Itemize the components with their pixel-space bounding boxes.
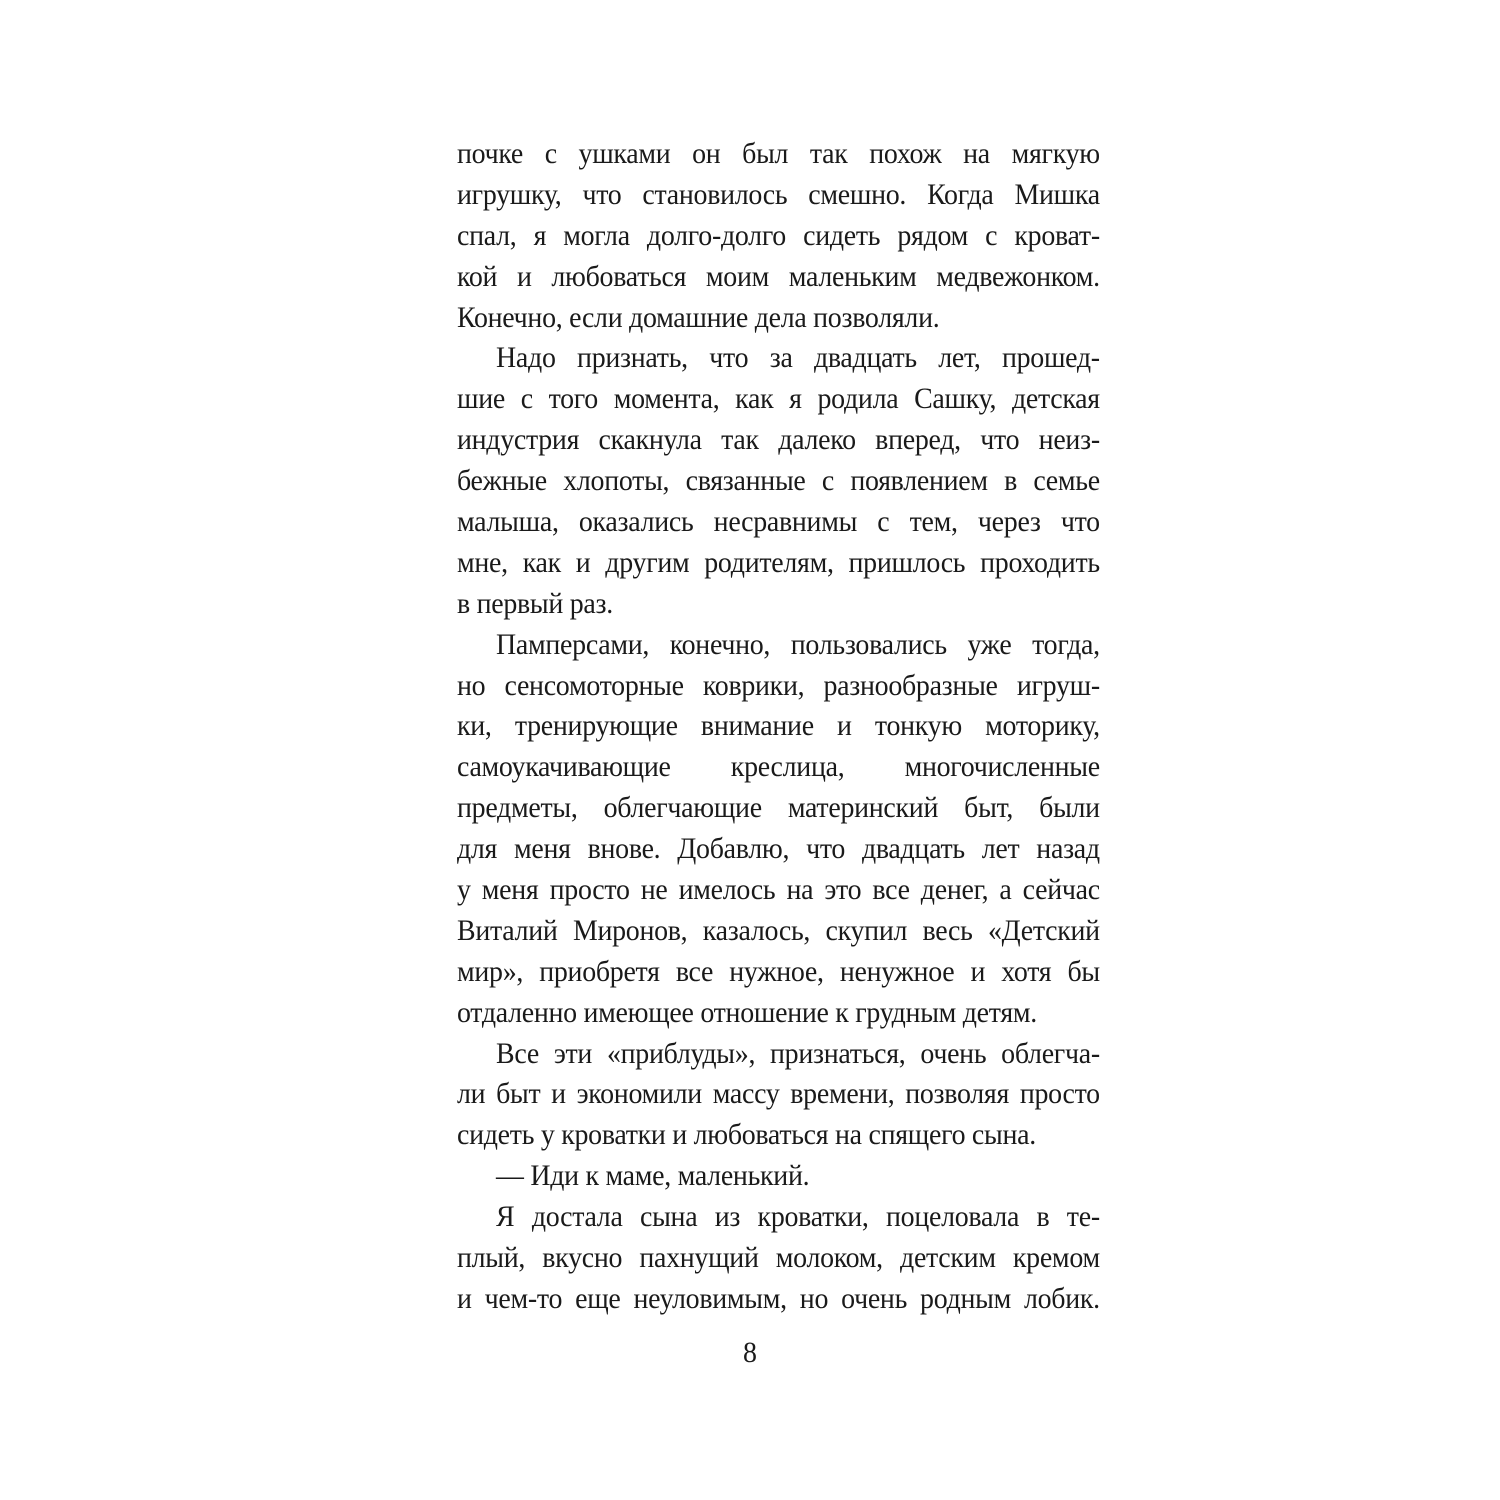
text-line: — Иди к маме, маленький. (496, 1159, 810, 1193)
text-line: и чем-то еще неуловимым, но очень родным лобик. (457, 1281, 1100, 1315)
paragraph (457, 338, 1100, 624)
text-line: малыша, оказались несравнимы с тем, через что (457, 505, 1100, 539)
text-line: у меня просто не имелось на это все денег, а сейчас (457, 873, 1100, 907)
text-line: но сенсомоторные коврики, разнообразные игруш- (457, 668, 1100, 702)
text-line: бежные хлопоты, связанные с появлением в семье (457, 464, 1100, 498)
text-line: игрушку, что становилось смешно. Когда Мишка (457, 177, 1100, 211)
text-line: Я достала сына из кроватки, поцеловала в те- (496, 1200, 1100, 1234)
paragraph (457, 1197, 1100, 1320)
text-line: Конечно, если домашние дела позволяли. (457, 300, 940, 334)
text-line: шие с того момента, как я родила Сашку, детская (457, 382, 1100, 416)
text-line: мир», приобретя все нужное, ненужное и хотя бы (457, 954, 1100, 988)
text-line: плый, вкусно пахнущий молоком, детским кремом (457, 1241, 1100, 1275)
text-line: почке с ушками он был так похож на мягкую (457, 137, 1100, 170)
text-line: Все эти «приблуды», признаться, очень облегча- (496, 1036, 1100, 1070)
text-line: отдаленно имеющее отношение к грудным детям. (457, 995, 1037, 1029)
dialogue-paragraph (457, 1156, 1100, 1197)
text-line: Виталий Миронов, казалось, скупил весь «Детский (457, 913, 1100, 947)
text-line: ли быт и экономили массу времени, позволяя просто (457, 1077, 1100, 1111)
text-line: сидеть у кроватки и любоваться на спящего сына. (457, 1118, 1036, 1152)
paragraph (457, 134, 1100, 338)
text-line: индустрия скакнула так далеко вперед, что неиз- (457, 423, 1100, 457)
paragraph (457, 625, 1100, 1034)
text-line: в первый раз. (457, 586, 613, 620)
text-line: самоукачивающие креслица, многочисленные (457, 750, 1100, 784)
text-line: предметы, облегчающие материнский быт, были (457, 791, 1100, 825)
paragraph (457, 1034, 1100, 1157)
text-line: кой и любоваться моим маленьким медвежонком. (457, 259, 1100, 293)
text-line: Надо признать, что за двадцать лет, прошед- (496, 341, 1100, 375)
text-line: Памперсами, конечно, пользовались уже тогда, (496, 627, 1100, 661)
text-line: мне, как и другим родителям, пришлось проходить (457, 545, 1100, 579)
body-text (457, 134, 1100, 1320)
text-line: ки, тренирующие внимание и тонкую моторику, (457, 709, 1100, 743)
page-number: 8 (743, 1336, 757, 1369)
text-line: для меня внове. Добавлю, что двадцать лет назад (457, 832, 1100, 866)
text-line: спал, я могла долго-долго сидеть рядом с кроват- (457, 218, 1100, 252)
